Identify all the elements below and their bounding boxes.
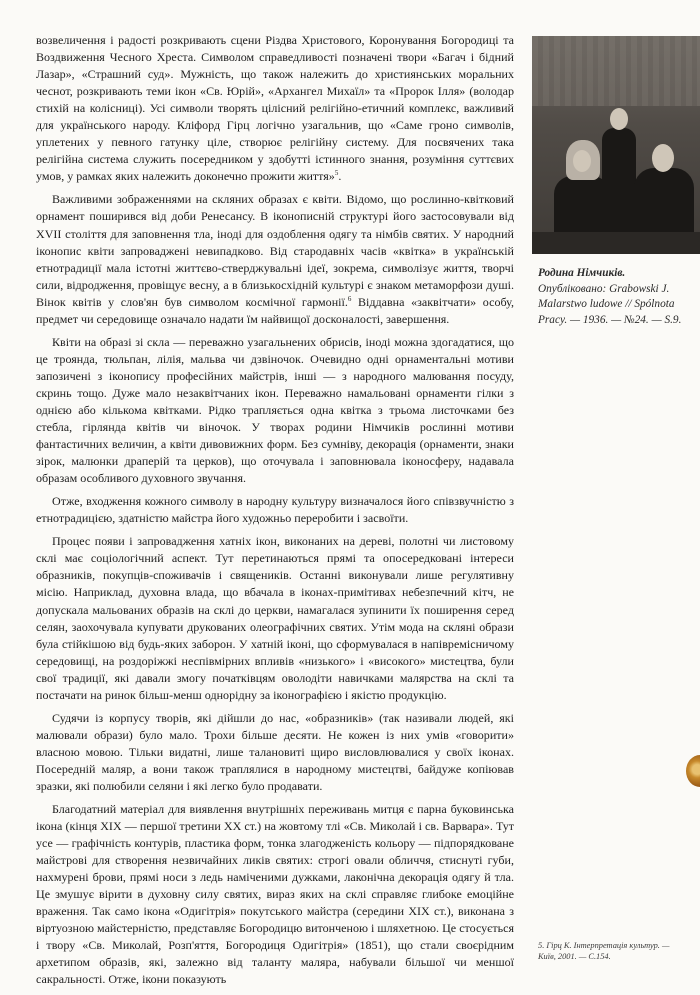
paragraph-2 (36, 191, 514, 327)
photo-face-girl (610, 108, 628, 130)
main-text-column (36, 32, 514, 995)
paragraph-2-tail: Віддавна «заквітчати» особу, предмет чи середовище означало надати їм найвищої досконалості, завершення. (36, 294, 514, 326)
photo-ground (532, 232, 700, 254)
paragraph-2-text: Важливими зображеннями на скляних образах є квіти. Відомо, що рослинно-квітковий орнамент поширився від доби Ренесансу. В іконописній структурі його застосовували від XVII століття для заповнення тла, іноді для оздоблення одягу та німбів святих. У народний іконопис квіти запроваджені невипадково. Від стародавніх часів «квітка» в українській етнотрадиції мала істотні життєво-стверджувальні ідеї, зокрема, символізує життя, творчі сили, відродження, провіщує весну, а в близькосхідній культурі є знаком метаморфози душі. Вінок квітів у слов'ян був символом космічної гармонії. (36, 192, 514, 309)
caption-body: Опубліковано: Grabowski J. Malarstwo ludowe // Spólnota Pracy. — 1936. — №24. — S.9. (538, 282, 682, 326)
paragraph-3: Квіти на образі зі скла — переважно узагальнених обрисів, іноді можна здогадатися, що це троянда, тюльпан, лілія, мальва чи дзвіночок. Очевидно одні орнаментальні мотиви запозичені з іконопису професійних майстрів, інші — з народного малювання посуду, скринь тощо. Дуже мало незаквітчаних ікон. Переважно намальовані орнаменти гілки з однією або кількома квітками. Рідко трапляється одна квітка з трьома листочками без стебла, гірлянда квітів чи віночок. У творах родини Німчиків рослинні мотиви фантастичних величин, а квіти дивовижних форм. Без сумніву, декорація (орнаменти, знаки зірок, малюнки драперій та церков), що оточувала і заповнювала іконосферу, надавала образам особливого духовного звучання. (36, 334, 514, 486)
family-photo (532, 36, 700, 254)
photo-caption (538, 266, 694, 328)
page-edge-medallion (686, 755, 700, 787)
footnote-ref-5: 5 (334, 169, 339, 178)
footnote: 5. Гірц К. Інтерпретація культур. — Київ, 2001. — С.154. (538, 941, 670, 962)
photo-background-wall (532, 36, 700, 106)
caption-title: Родина Німчиків. (538, 267, 626, 279)
paragraph-1: возвеличення і радості розкривають сцени Різдва Христового, Коронування Богородиці та Воздвиження Чесного Хреста. Символом справедливості позначені твори «Багач і бідний Лазар», «Страшний суд». Мужність, що також належить до християнських моральних чеснот, розкривають теми ікон «Св. Юрій», «Архангел Михаїл» та «Пророк Ілля» (володар стихій на колісниці). Усі символи творять цілісний релігійно-етичний комплекс, важливий для українського народу. Кліфорд Гірц логічно узагальнив, що «Саме гроно символів, уплетених у певного гатунку ціле, створює релігійну систему. Для посвячених така релігійна система служить посередником у здобутті істинного знання, розуміння суттєвих умов, у рамках яких належить доконечно прожити життя»$^5$. (36, 33, 514, 184)
paragraph-4: Отже, входження кожного символу в народну культуру визначалося його співзвучністю з етнотрадицією, здатністю майстра його художньо переробити і засвоїти. (36, 494, 514, 526)
photo-face-man (652, 144, 674, 172)
paragraph-1-text: возвеличення і радості розкривають сцени Різдва Христового, Коронування Богородиці та Воздвиження Чесного Хреста. Символом справедливості позначені твори «Багач і бідний Лазар», «Страшний суд». Мужність, що також належить до християнських моральних чеснот, розкривають теми ікон «Св. Юрій», «Архангел Михаїл» та «Пророк Ілля» (володар стихій на колісниці). Усі символи творять цілісний релігійно-етичний комплекс, важливий для українського народу. Кліфорд Гірц логічно узагальнив, що «Саме гроно символів, уплетених у певного гатунку ціле, створює релігійну систему. Для посвячених така релігійна система служить посередником у здобутті істинного знання, розуміння суттєвих умов, у рамках яких належить доконечно прожити життя» (36, 33, 514, 184)
footnote-ref-6: 6 (347, 294, 352, 303)
paragraph-7: Благодатний матеріал для виявлення внутрішніх переживань митця є парна буковинська ікона (кінця XIX — першої третини XX ст.) на жовтому тлі «Св. Миколай і св. Варвара». Тут усе — графічність контурів, пластика форм, тонка злагодженість кольору — підпорядковане майстрові для створення незвичайних ликів святих: строгі овали обличчя, стиснуті губи, нахмурені брови, прямі носи з ледь наміченими дужками, лаконічна декорація одягу й тла. Це змушує вірити в духовну силу святих, вираз яких на склі справляє глибоке емоційне враження. Так само ікона «Одигітрія» покутського майстра (середини XIX ст.), виконана з віртуозною майстерністю, представляє Богородицю витонченою і шляхетною. Це стосується і твору «Св. Миколай, Розп'яття, Богородиця Одигітрія» (1851), що стали своєрідним архетипом образів, які, залежно від таланту маляра, набували більшої чи меншої сакральності. Отже, ікони показують (36, 802, 514, 987)
paragraph-6: Судячи із корпусу творів, які дійшли до нас, «образників» (так називали людей, які малювали образи) було мало. Трохи більше десяти. Не кожен із них умів «говорити» власною мовою. Тільки видатні, лише талановиті щиро висловлювалися у своїх іконах. Посередній маляр, а вони також траплялися в народному мистецтві, байдуже копіював зразки, які полюбили селяни і які легко було продавати. (36, 710, 514, 793)
photo-face-woman (573, 150, 591, 172)
paragraph-5: Процес появи і запровадження хатніх ікон, виконаних на дереві, полотні чи листовому склі має соціологічний аспект. Тут перетинаються прямі та опосередковані інтереси образників, покупців-споживачів і священиків. Останні виконували лише регулятивну місію. Наприклад, духовна влада, що вбачала в іконах-примітивах небезпечний кітч, не допускала мальованих образів на склі до церкви, намагалася зупинити їх поширення серед селян, заохочувала купувати друкованих олеографічних святих. Утім мода на скляні образи була стійкішою від будь-яких заборон. У хатній іконі, що сформувалася в напівремісничому середовищі, на роздоріжжі неспівмірних впливів «низького» і «високого» мистецтва, були свої традиції, які давали змогу початківцям оволодіти навичками малярства на склі та постачати на ринок більш-менш однорідну за іконографією і якістю продукцію. (36, 534, 514, 702)
